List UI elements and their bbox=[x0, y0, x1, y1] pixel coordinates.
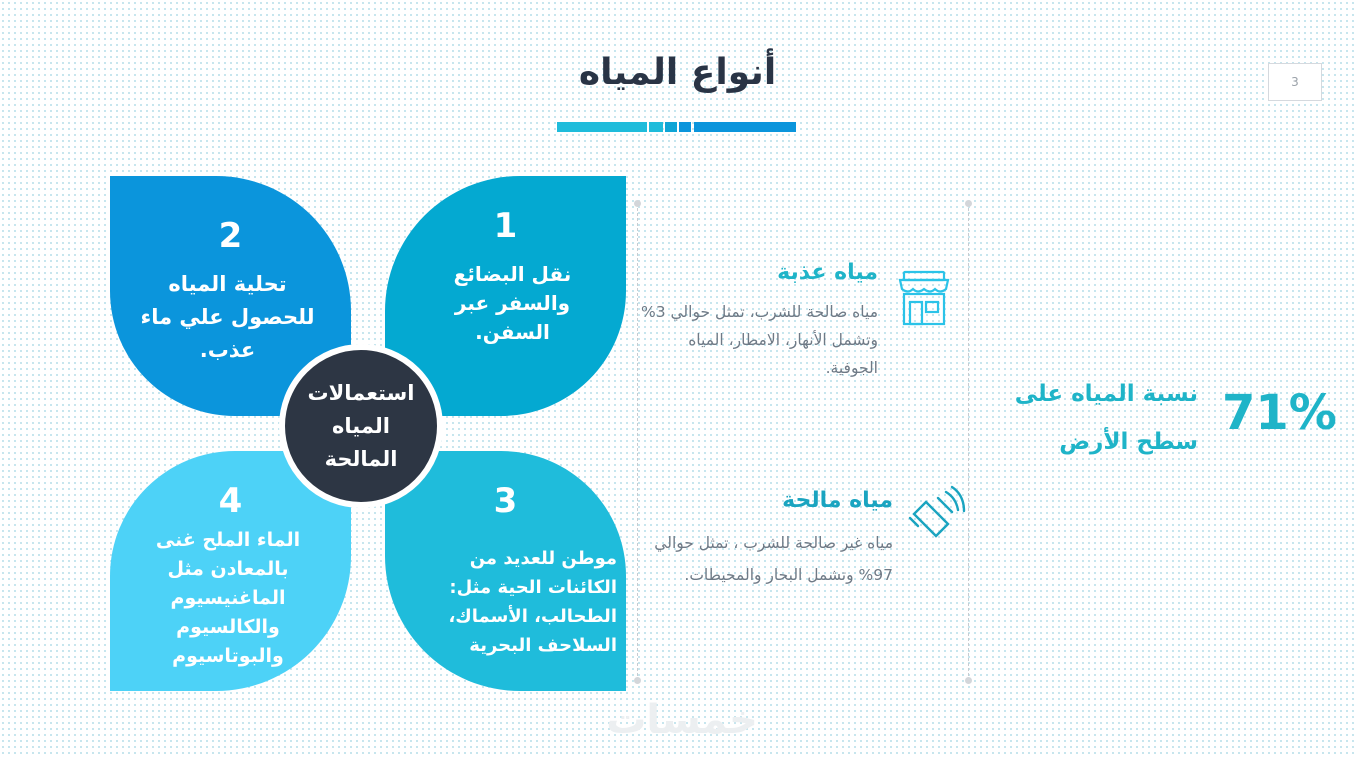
petal-number: 2 bbox=[218, 216, 243, 256]
divider-line bbox=[637, 203, 638, 681]
divider-dot bbox=[634, 200, 641, 207]
petal-number: 3 bbox=[493, 481, 518, 521]
salt-water-title: مياه مالحة bbox=[782, 488, 893, 513]
divider-dot bbox=[965, 200, 972, 207]
center-circle bbox=[279, 344, 443, 508]
divider-dot bbox=[965, 677, 972, 684]
petal-number: 1 bbox=[493, 206, 518, 246]
center-label: استعمالات المياه المالحة bbox=[307, 380, 415, 471]
title-underline bbox=[557, 122, 796, 132]
petal-text: نقل البضائع والسفر عبر السفن. bbox=[453, 262, 572, 344]
slide-title: أنواع المياه bbox=[578, 52, 777, 93]
store-icon bbox=[896, 268, 952, 328]
petal-number: 4 bbox=[218, 481, 243, 521]
fresh-water-title: مياه عذبة bbox=[777, 260, 878, 285]
fresh-water-description: مياه صالحة للشرب، تمثل حوالي 3% وتشمل الأنهار، الامطار، المياه الجوفية. bbox=[640, 303, 878, 377]
page-number: 3 bbox=[1268, 63, 1322, 101]
petal-text: تحلية المياه للحصول علي ماء عذب. bbox=[140, 272, 315, 362]
petal-3 bbox=[385, 451, 626, 691]
speaker-icon bbox=[906, 484, 966, 542]
stat-label: نسبة المياه على سطح الأرض bbox=[1014, 381, 1198, 455]
salt-water-description: مياه غير صالحة للشرب ، تمثل حوالي 97% وتشمل البحار والمحيطات. bbox=[654, 534, 893, 584]
petal-text: الماء الملح غنى بالمعادن مثل الماغنيسيوم والكالسيوم والبوتاسيوم bbox=[155, 529, 301, 667]
watermark: خمسات bbox=[606, 697, 758, 743]
divider-dot bbox=[634, 677, 641, 684]
divider-line bbox=[968, 203, 969, 681]
petal-text: موطن للعديد من الكائنات الحية مثل: الطحالب، الأسماك، السلاحف البحرية bbox=[448, 548, 617, 656]
stat-value: 71% bbox=[1222, 385, 1337, 441]
